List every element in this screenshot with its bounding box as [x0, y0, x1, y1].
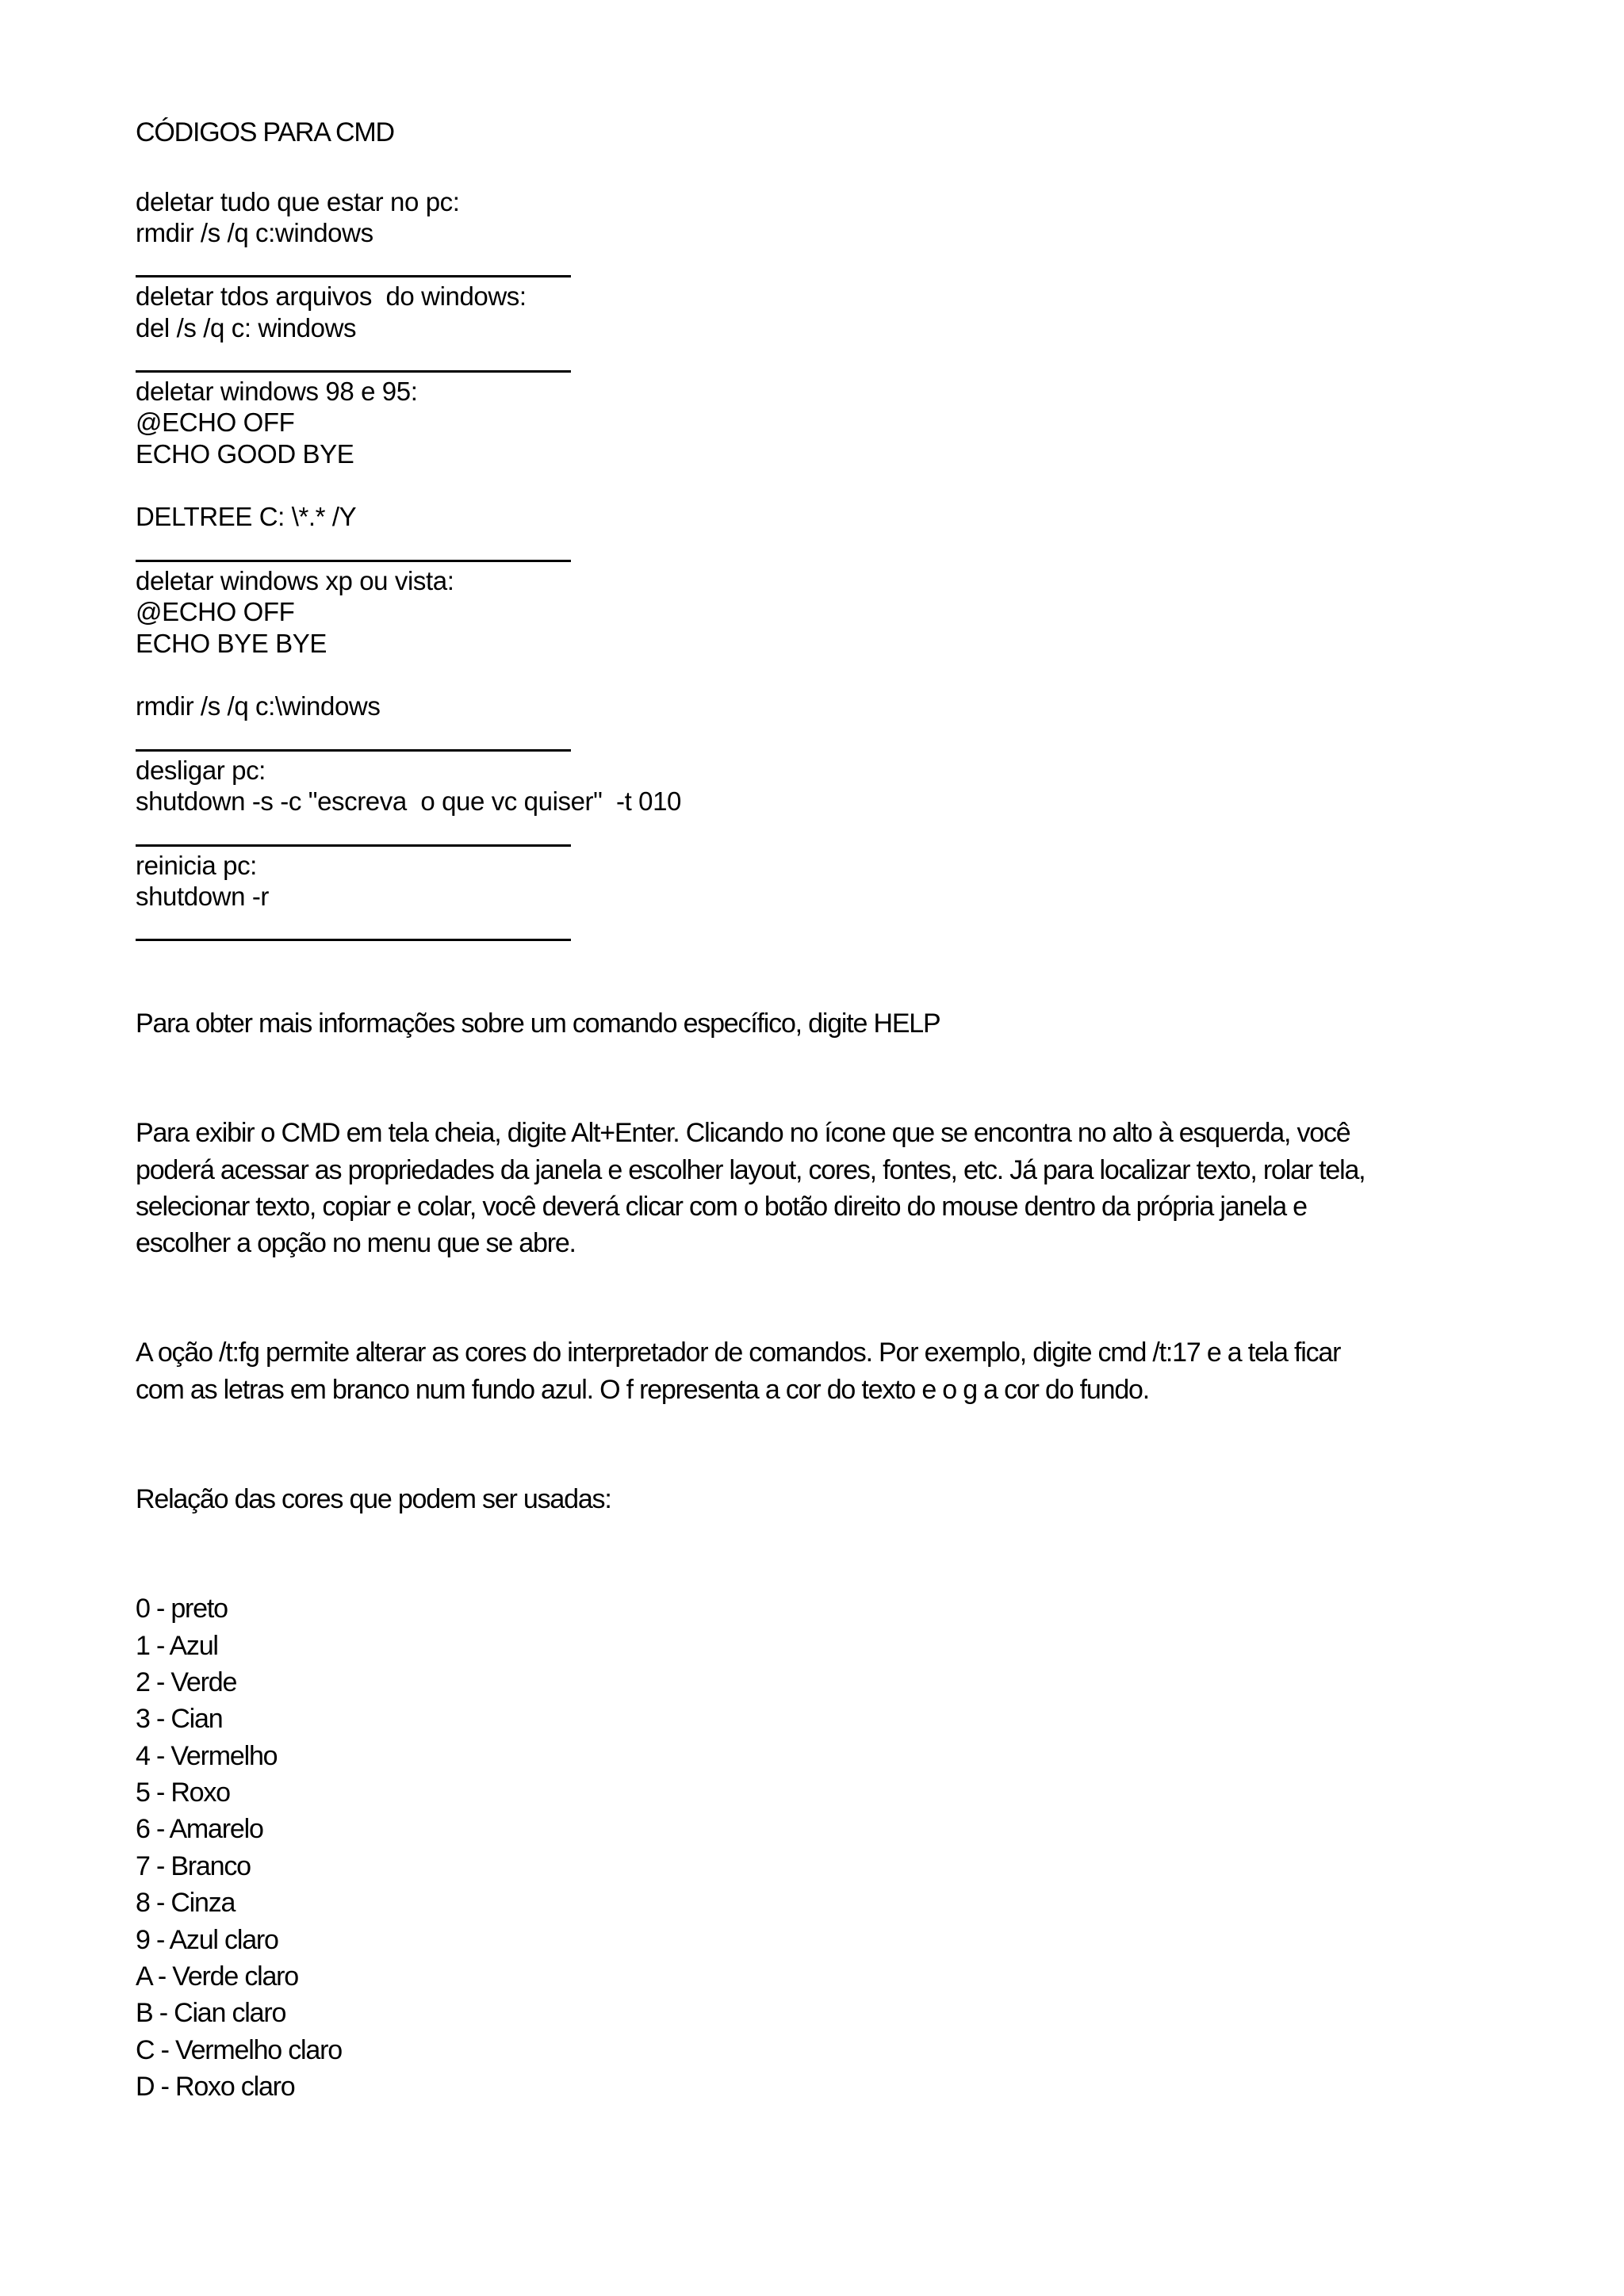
- separator-line: [136, 939, 571, 941]
- command-line: @ECHO OFF: [136, 597, 295, 626]
- color-list-item: 5 - Roxo: [136, 1777, 230, 1808]
- command-line: DELTREE C: \*.* /Y: [136, 502, 357, 531]
- paragraph-line: poderá acessar as propriedades da janela e escolher layout, cores, fontes, etc. Já para localizar texto, rolar tela,: [136, 1155, 1365, 1185]
- command-line: shutdown -s -c "escreva o que vc quiser" -t 010: [136, 786, 681, 816]
- color-list-item: 0 - preto: [136, 1594, 228, 1624]
- color-list-item: 9 - Azul claro: [136, 1925, 278, 1955]
- colors-heading: Relação das cores que podem ser usadas:: [136, 1484, 611, 1514]
- command-description: deletar tdos arquivos do windows:: [136, 281, 527, 311]
- command-line: shutdown -r: [136, 882, 270, 911]
- command-description: desligar pc:: [136, 756, 266, 785]
- paragraph-line: com as letras em branco num fundo azul. O f representa a cor do texto e o g a cor do fundo.: [136, 1375, 1150, 1405]
- separator-line: [136, 749, 571, 752]
- color-list-item: 8 - Cinza: [136, 1888, 236, 1918]
- separator-line: [136, 844, 571, 847]
- color-list-item: 2 - Verde: [136, 1667, 237, 1697]
- color-list-item: C - Vermelho claro: [136, 2035, 342, 2065]
- color-list-item: 7 - Branco: [136, 1851, 251, 1881]
- paragraph-line: escolher a opção no menu que se abre.: [136, 1228, 576, 1258]
- command-line: ECHO BYE BYE: [136, 629, 327, 658]
- color-list-item: 6 - Amarelo: [136, 1814, 263, 1844]
- command-line: ECHO GOOD BYE: [136, 439, 354, 469]
- command-description: reinicia pc:: [136, 851, 257, 880]
- color-list-item: B - Cian claro: [136, 1998, 286, 2028]
- color-list-item: 4 - Vermelho: [136, 1741, 278, 1771]
- separator-line: [136, 275, 571, 277]
- command-line: del /s /q c: windows: [136, 313, 357, 342]
- command-line: @ECHO OFF: [136, 408, 295, 437]
- paragraph-line: Para exibir o CMD em tela cheia, digite Alt+Enter. Clicando no ícone que se encontra no alto à esquerda, você: [136, 1118, 1350, 1148]
- separator-line: [136, 560, 571, 562]
- help-text: Para obter mais informações sobre um comando específico, digite HELP: [136, 1008, 940, 1039]
- page-title: CÓDIGOS PARA CMD: [136, 117, 394, 147]
- color-list-item: 3 - Cian: [136, 1704, 223, 1734]
- color-list-item: 1 - Azul: [136, 1631, 218, 1661]
- color-list-item: A - Verde claro: [136, 1961, 299, 1992]
- command-line: rmdir /s /q c:windows: [136, 218, 373, 247]
- command-description: deletar tudo que estar no pc:: [136, 187, 460, 216]
- command-description: deletar windows xp ou vista:: [136, 566, 454, 595]
- paragraph-line: selecionar texto, copiar e colar, você deverá clicar com o botão direito do mouse dentro da própria janela e: [136, 1192, 1307, 1222]
- command-line: rmdir /s /q c:\windows: [136, 691, 381, 721]
- command-description: deletar windows 98 e 95:: [136, 377, 418, 406]
- color-list-item: D - Roxo claro: [136, 2072, 295, 2102]
- paragraph-line: A oção /t:fg permite alterar as cores do interpretador de comandos. Por exemplo, digite cmd /t:17 e a tela ficar: [136, 1337, 1341, 1368]
- separator-line: [136, 370, 571, 373]
